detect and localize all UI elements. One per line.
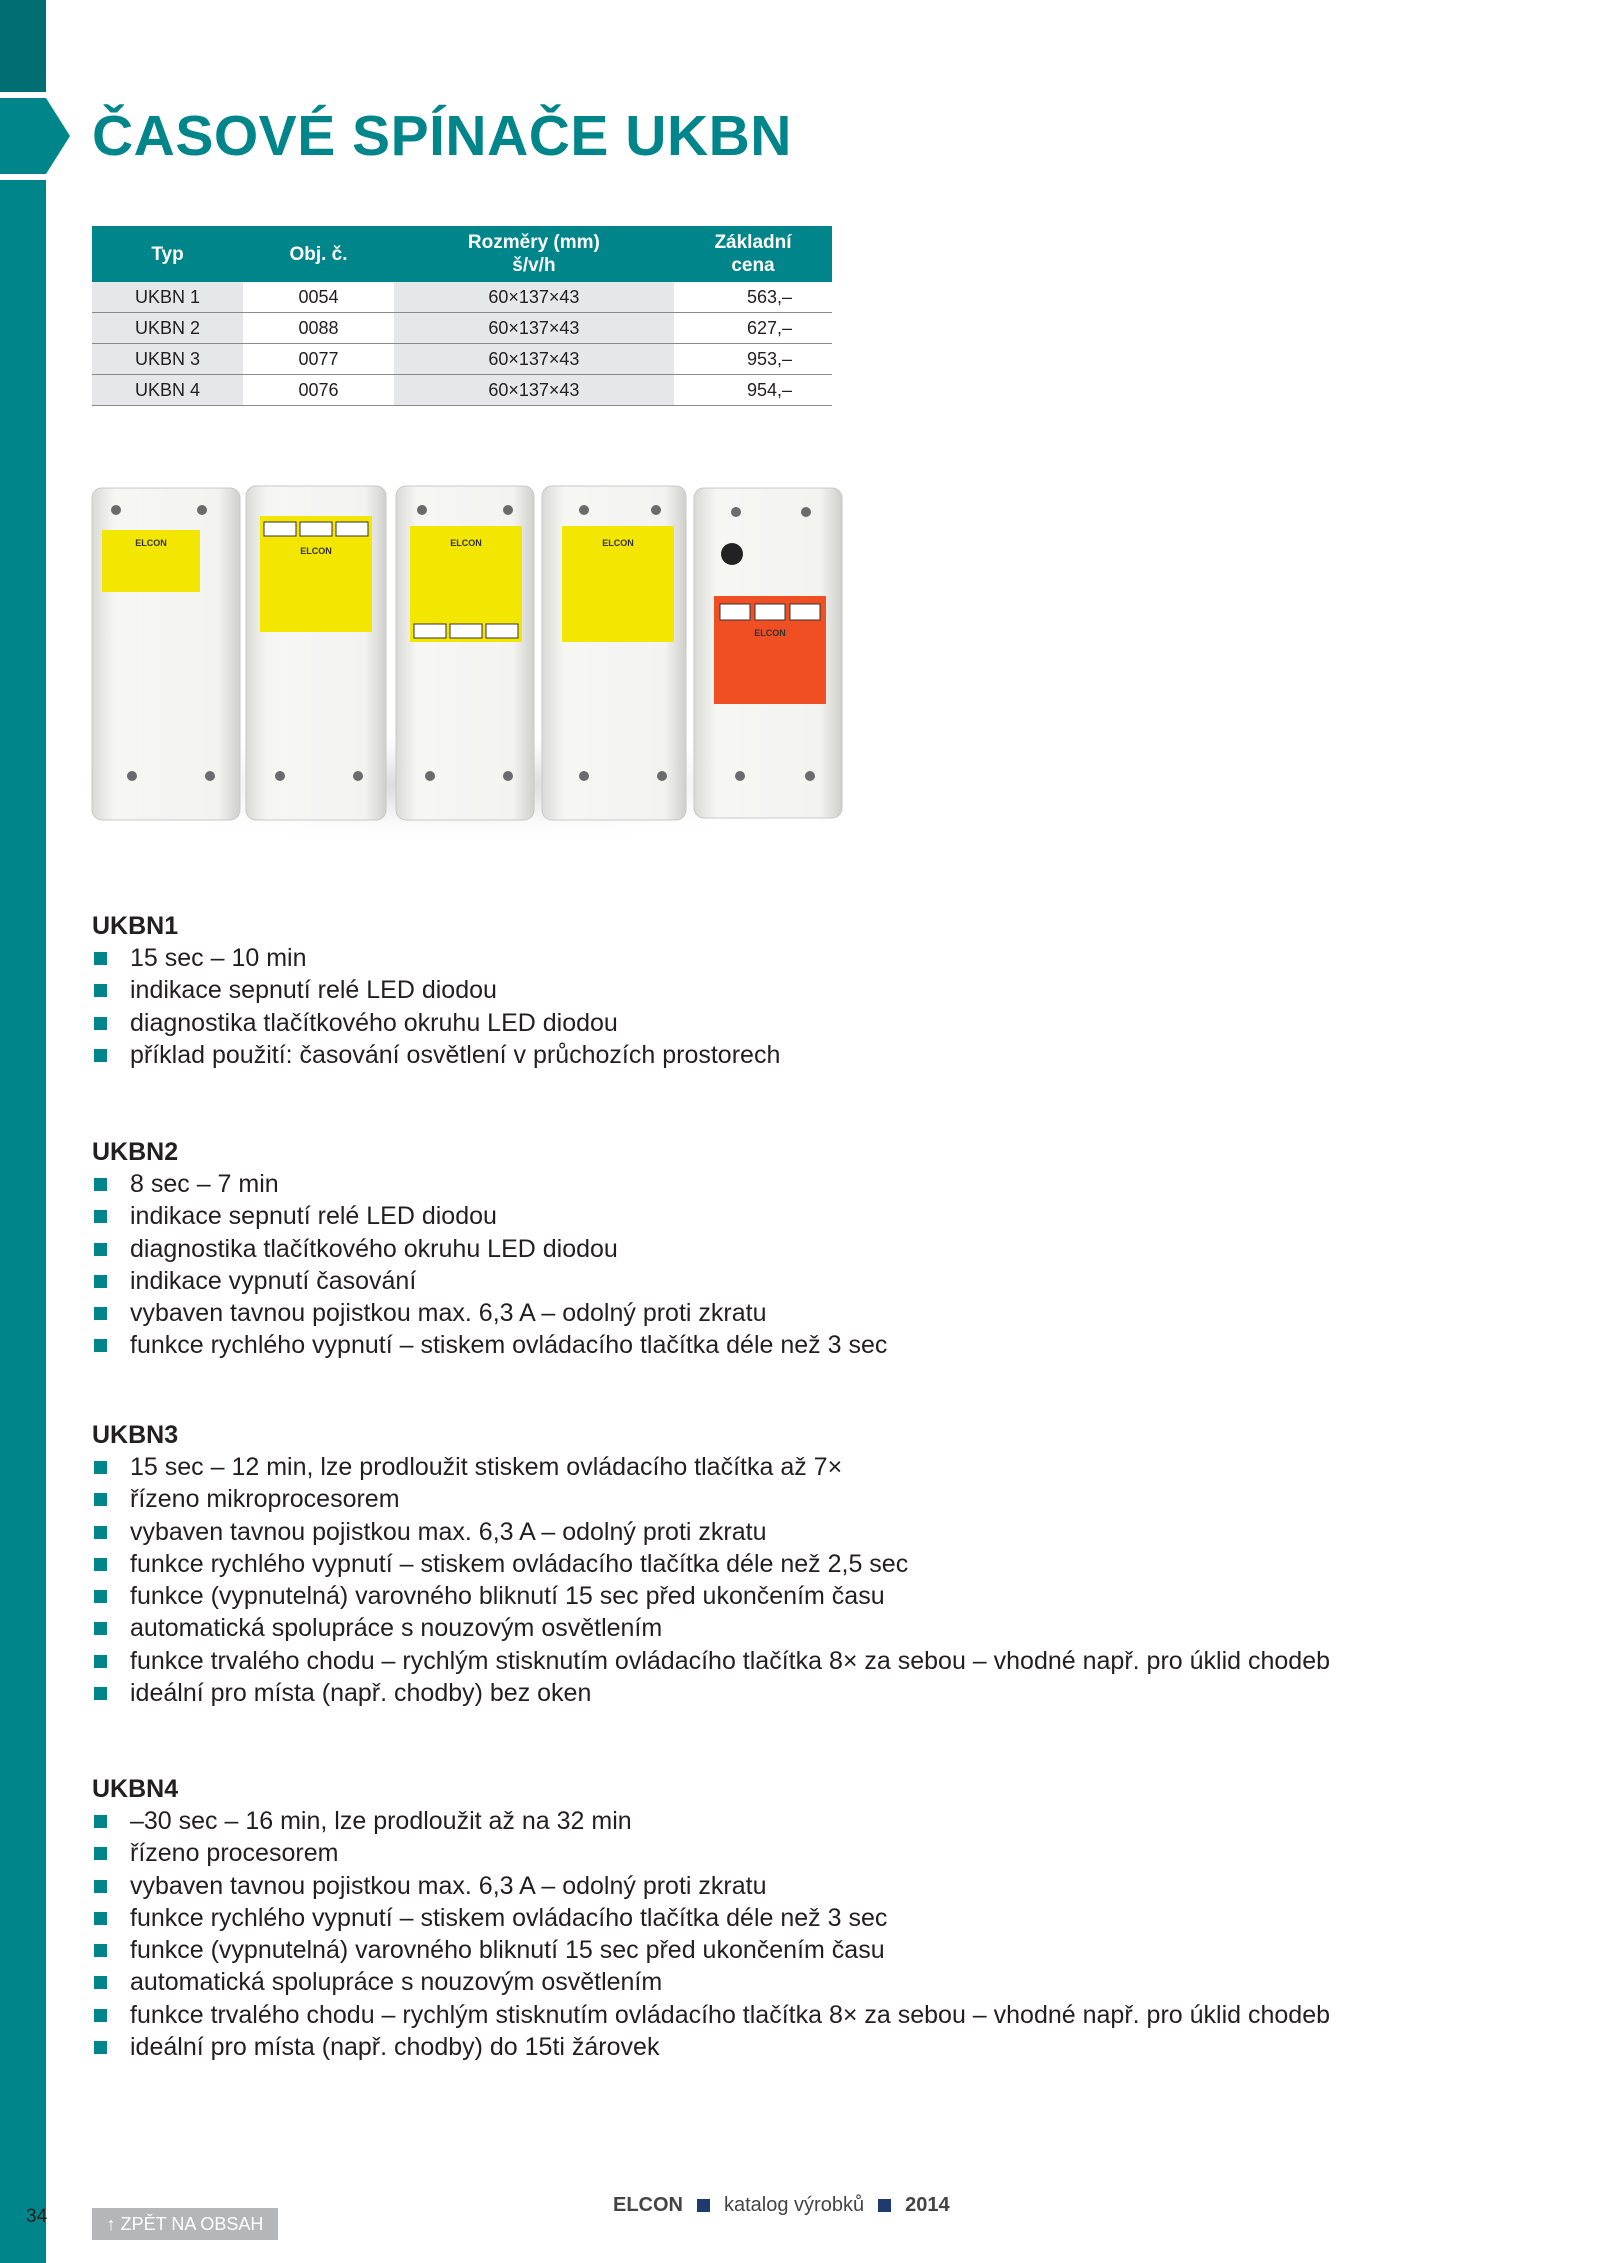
- section-heading: UKBN4: [92, 1775, 179, 1803]
- bullet-icon: [94, 1976, 107, 1989]
- list-item-text: řízeno mikroprocesorem: [130, 1485, 400, 1514]
- list-item: [92, 1870, 1330, 1902]
- section-heading: UKBN1: [92, 912, 179, 940]
- list-item: [92, 1007, 780, 1039]
- list-item: [92, 1805, 1330, 1837]
- left-accent-bar: [0, 0, 46, 2263]
- list-item: [92, 1677, 1330, 1709]
- list-item-text: vybaven tavnou pojistkou max. 6,3 A – odolný proti zkratu: [130, 1517, 767, 1546]
- list-item: [92, 942, 780, 974]
- square-separator-icon: [878, 2199, 891, 2212]
- back-to-contents-link[interactable]: ↑ ZPĚT NA OBSAH: [92, 2208, 278, 2240]
- bullet-icon: [94, 952, 107, 965]
- list-item: [92, 1483, 1330, 1515]
- footer-brand: ELCON: [613, 2194, 683, 2216]
- list-item: [92, 1548, 1330, 1580]
- bullet-icon: [94, 1049, 107, 1062]
- table-row: [92, 313, 832, 344]
- list-item: [92, 1168, 887, 1200]
- module-ukbn4: [542, 486, 686, 820]
- feature-list: [92, 1805, 1330, 2063]
- table-row: [92, 344, 832, 375]
- section-heading: UKBN3: [92, 1421, 179, 1449]
- bullet-icon: [94, 1590, 107, 1603]
- list-item-text: 15 sec – 10 min: [130, 944, 307, 972]
- list-item-text: automatická spolupráce s nouzovým osvětlením: [130, 1968, 663, 1997]
- list-item-text: ideální pro místa (např. chodby) do 15ti žárovek: [130, 2033, 660, 2062]
- list-item: [92, 1265, 887, 1297]
- bullet-icon: [94, 1912, 107, 1925]
- cell-order-number: 0054: [243, 282, 394, 313]
- list-item-text: funkce rychlého vypnutí – stiskem ovládacího tlačítka déle než 3 sec: [130, 1331, 888, 1360]
- cell-dimensions: 60×137×43: [394, 282, 674, 313]
- list-item: [92, 1200, 887, 1232]
- module-ukbn2: [246, 486, 386, 820]
- list-item-text: 8 sec – 7 min: [130, 1170, 279, 1198]
- product-photo: [50, 450, 870, 860]
- footer-catalog: katalog výrobků: [724, 2194, 865, 2216]
- list-item: [92, 1297, 887, 1329]
- cell-price: 953,–: [674, 344, 832, 375]
- list-item: [92, 1233, 887, 1265]
- bullet-icon: [94, 1655, 107, 1668]
- list-item: [92, 974, 780, 1006]
- header-type: Typ: [92, 226, 243, 282]
- bullet-icon: [94, 1880, 107, 1893]
- bullet-icon: [94, 2041, 107, 2054]
- cell-order-number: 0088: [243, 313, 394, 344]
- label-brand: ELCON: [135, 538, 167, 548]
- bullet-icon: [94, 1210, 107, 1223]
- table-header-row: [92, 226, 832, 282]
- list-item-text: 15 sec – 12 min, lze prodloužit stiskem ovládacího tlačítka až 7×: [130, 1453, 843, 1481]
- list-item-text: příklad použití: časování osvětlení v průchozích prostorech: [130, 1040, 781, 1069]
- list-item-text: funkce rychlého vypnutí – stiskem ovládacího tlačítka déle než 2,5 sec: [130, 1549, 909, 1578]
- cell-type: UKBN 4: [92, 375, 243, 406]
- feature-list: [92, 1451, 1330, 1709]
- table-row: [92, 375, 832, 406]
- list-item: [92, 1837, 1330, 1869]
- cell-dimensions: 60×137×43: [394, 313, 674, 344]
- list-item-text: funkce (vypnutelná) varovného bliknutí 15 sec před ukončením času: [130, 1936, 885, 1965]
- cell-dimensions: 60×137×43: [394, 375, 674, 406]
- list-item: [92, 2031, 1330, 2063]
- list-item-text: diagnostika tlačítkového okruhu LED diodou: [130, 1234, 618, 1263]
- cell-type: UKBN 3: [92, 344, 243, 375]
- accent-gap: [0, 174, 46, 180]
- list-item: [92, 1516, 1330, 1548]
- list-item-text: ideální pro místa (např. chodby) bez oken: [130, 1679, 592, 1708]
- feature-list: [92, 1168, 887, 1362]
- list-item-text: indikace sepnutí relé LED diodou: [130, 976, 497, 1005]
- title-marker-tab: [0, 98, 46, 174]
- header-base-price: Základní cena: [674, 226, 832, 282]
- section-ukbn3: [92, 1419, 1330, 1709]
- header-dimensions: Rozměry (mm) š/v/h: [394, 226, 674, 282]
- feature-list: [92, 942, 780, 1071]
- section-heading: UKBN2: [92, 1138, 179, 1166]
- list-item-text: funkce (vypnutelná) varovného bliknutí 15 sec před ukončením času: [130, 1582, 885, 1611]
- list-item: [92, 1902, 1330, 1934]
- list-item: [92, 1645, 1330, 1677]
- list-item-text: funkce trvalého chodu – rychlým stisknutím ovládacího tlačítka 8× za sebou – vhodné např. pro úklid chodeb: [130, 1646, 1330, 1675]
- square-separator-icon: [697, 2199, 710, 2212]
- title-marker-arrow: [46, 98, 70, 174]
- module-ukbn3: [396, 486, 534, 820]
- list-item-text: funkce trvalého chodu – rychlým stisknutím ovládacího tlačítka 8× za sebou – vhodné např. pro úklid chodeb: [130, 2000, 1330, 2029]
- list-item-text: diagnostika tlačítkového okruhu LED diodou: [130, 1008, 618, 1037]
- list-item: [92, 1612, 1330, 1644]
- list-item: [92, 1999, 1330, 2031]
- cell-order-number: 0077: [243, 344, 394, 375]
- list-item: [92, 1580, 1330, 1612]
- list-item: [92, 1329, 887, 1361]
- label-brand: ELCON: [300, 546, 332, 556]
- bullet-icon: [94, 1339, 107, 1352]
- bullet-icon: [94, 1307, 107, 1320]
- list-item-text: indikace vypnutí časování: [130, 1266, 417, 1295]
- list-item-text: –30 sec – 16 min, lze prodloužit až na 32 min: [130, 1807, 632, 1835]
- bullet-icon: [94, 1493, 107, 1506]
- list-item-text: indikace sepnutí relé LED diodou: [130, 1202, 497, 1231]
- page-number: 34: [26, 2206, 48, 2227]
- bullet-icon: [94, 1017, 107, 1030]
- module-ukbn-red: [694, 488, 842, 818]
- bullet-icon: [94, 1687, 107, 1700]
- bullet-icon: [94, 2009, 107, 2022]
- list-item-text: automatická spolupráce s nouzovým osvětlením: [130, 1614, 663, 1643]
- label-brand: ELCON: [602, 538, 634, 548]
- cell-price: 954,–: [674, 375, 832, 406]
- cell-price: 563,–: [674, 282, 832, 313]
- list-item: [92, 1451, 1330, 1483]
- bullet-icon: [94, 1275, 107, 1288]
- list-item: [92, 1966, 1330, 1998]
- list-item-text: vybaven tavnou pojistkou max. 6,3 A – odolný proti zkratu: [130, 1299, 767, 1328]
- section-ukbn4: [92, 1773, 1330, 2063]
- section-ukbn1: [92, 910, 780, 1071]
- list-item: [92, 1039, 780, 1071]
- bullet-icon: [94, 1461, 107, 1474]
- bullet-icon: [94, 1944, 107, 1957]
- cell-order-number: 0076: [243, 375, 394, 406]
- bullet-icon: [94, 1558, 107, 1571]
- bullet-icon: [94, 1815, 107, 1828]
- label-brand: ELCON: [450, 538, 482, 548]
- cell-dimensions: 60×137×43: [394, 344, 674, 375]
- bullet-icon: [94, 984, 107, 997]
- list-item-text: vybaven tavnou pojistkou max. 6,3 A – odolný proti zkratu: [130, 1871, 767, 1900]
- top-accent-block: [0, 0, 46, 92]
- table-row: [92, 282, 832, 313]
- label-brand: ELCON: [754, 628, 786, 638]
- cell-price: 627,–: [674, 313, 832, 344]
- page-title: ČASOVÉ SPÍNAČE UKBN: [92, 104, 792, 168]
- footer: [613, 2194, 950, 2217]
- list-item: [92, 1934, 1330, 1966]
- bullet-icon: [94, 1243, 107, 1256]
- bullet-icon: [94, 1178, 107, 1191]
- bullet-icon: [94, 1847, 107, 1860]
- section-ukbn2: [92, 1136, 887, 1362]
- cell-type: UKBN 2: [92, 313, 243, 344]
- list-item-text: funkce rychlého vypnutí – stiskem ovládacího tlačítka déle než 3 sec: [130, 1903, 888, 1932]
- header-order-number: Obj. č.: [243, 226, 394, 282]
- bullet-icon: [94, 1622, 107, 1635]
- bullet-icon: [94, 1526, 107, 1539]
- list-item-text: řízeno procesorem: [130, 1839, 339, 1868]
- price-table: [92, 226, 832, 406]
- footer-year: 2014: [905, 2194, 950, 2216]
- cell-type: UKBN 1: [92, 282, 243, 313]
